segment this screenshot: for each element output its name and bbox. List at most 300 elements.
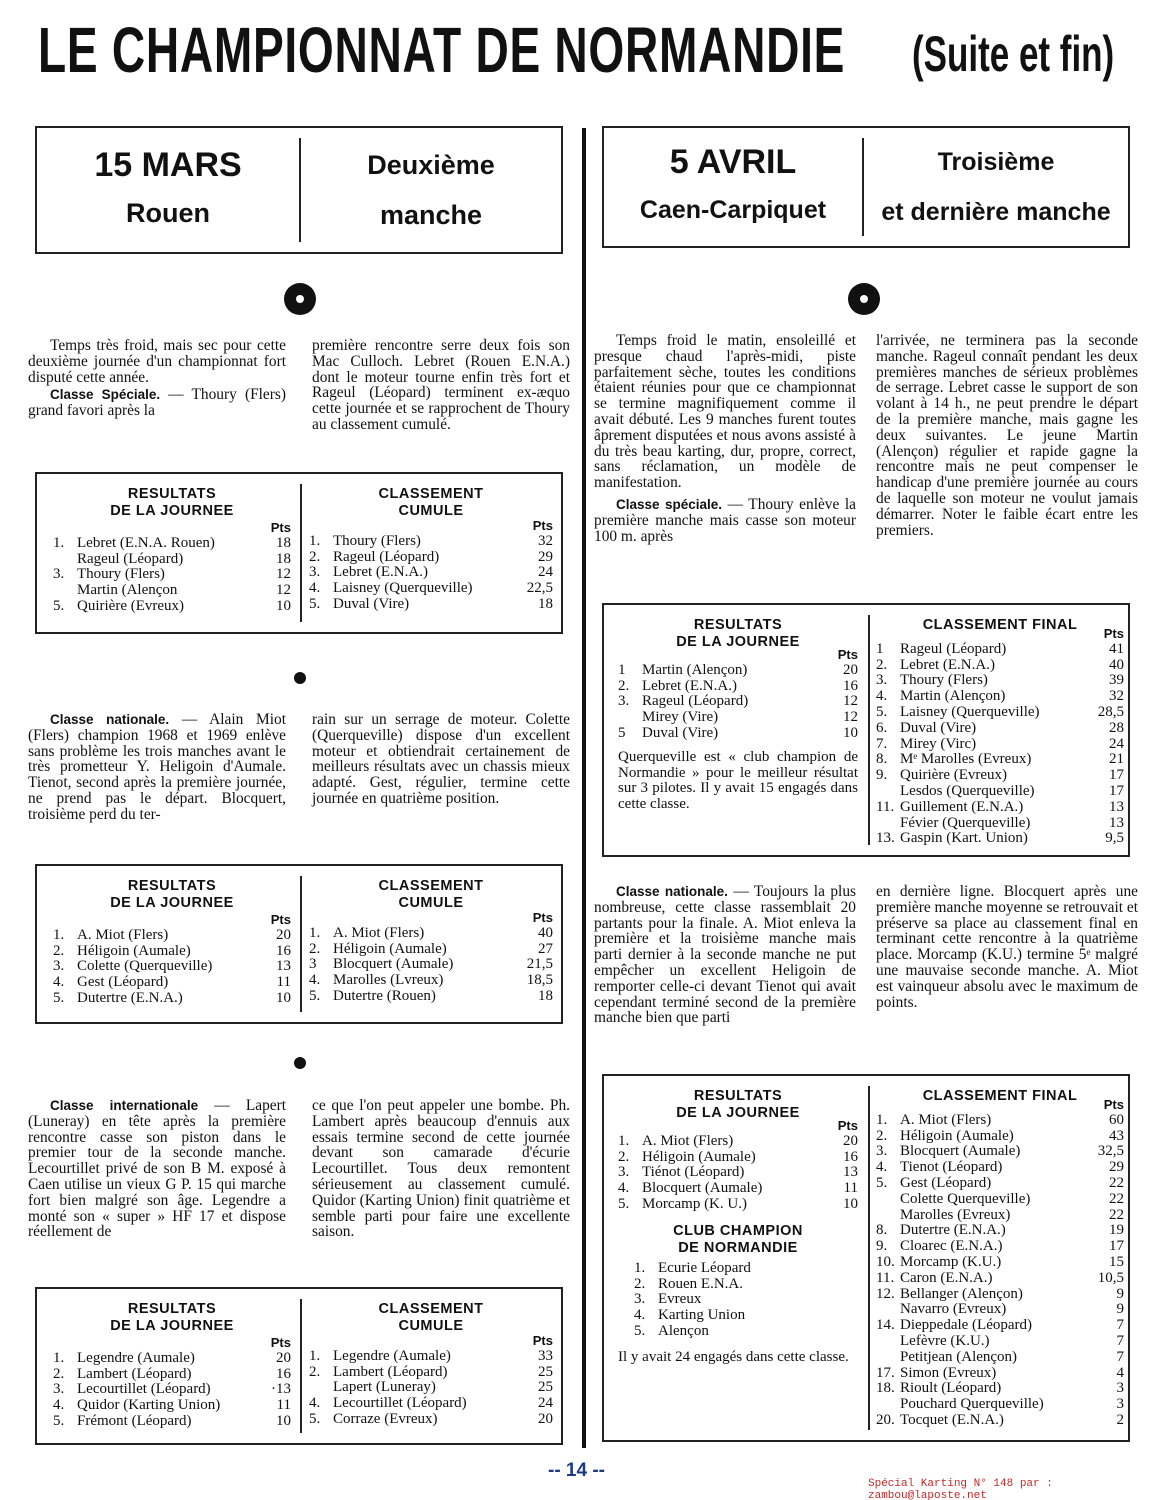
rank: 3. bbox=[618, 1164, 630, 1181]
points: 28,5 bbox=[1097, 703, 1124, 720]
points: 15 bbox=[1109, 1253, 1124, 1270]
rank: 2. bbox=[634, 1275, 646, 1292]
name: Pouchard Querqueville) bbox=[900, 1397, 1044, 1413]
results-list bbox=[618, 1134, 858, 1213]
rank: 2. bbox=[309, 548, 321, 565]
table-row bbox=[309, 989, 553, 1005]
rank: 2. bbox=[53, 1365, 65, 1382]
right-manche-2: et dernière manche bbox=[881, 198, 1111, 226]
list-item bbox=[634, 1292, 858, 1308]
rank: 13. bbox=[876, 830, 895, 847]
rank: 4. bbox=[618, 1180, 630, 1197]
rank: 5. bbox=[309, 595, 321, 612]
rank: 1. bbox=[309, 1347, 321, 1364]
left-date: 15 MARS bbox=[94, 146, 242, 184]
points: 27 bbox=[538, 940, 553, 957]
points: 25 bbox=[538, 1379, 553, 1396]
rank: 11. bbox=[876, 1269, 895, 1286]
name: Févier (Querqueville) bbox=[900, 815, 1031, 831]
points: 18 bbox=[538, 987, 553, 1004]
points: 20 bbox=[843, 1132, 858, 1149]
list-item bbox=[634, 1261, 858, 1277]
points: 3 bbox=[1116, 1380, 1124, 1397]
rank: 3. bbox=[53, 1381, 65, 1398]
points: 18 bbox=[538, 595, 553, 612]
table-row bbox=[618, 710, 858, 726]
rank: 11. bbox=[876, 798, 895, 815]
final-list bbox=[876, 1113, 1124, 1429]
table-row bbox=[53, 1367, 291, 1383]
rank: 2. bbox=[876, 656, 888, 673]
table-row bbox=[309, 973, 553, 989]
points: 25 bbox=[538, 1363, 553, 1380]
points: 40 bbox=[1109, 656, 1124, 673]
table-row bbox=[876, 1350, 1124, 1366]
rank: 5. bbox=[53, 597, 65, 614]
entries-note: Il y avait 24 engagés dans cette classe. bbox=[618, 1348, 849, 1365]
points: 11 bbox=[276, 1397, 291, 1414]
name: Gaspin (Kart. Union) bbox=[900, 831, 1028, 847]
rank: 3 bbox=[309, 956, 317, 973]
points: 20 bbox=[276, 1349, 291, 1366]
name: Alençon bbox=[658, 1323, 709, 1339]
rank: 1. bbox=[618, 1132, 630, 1149]
rank: 10. bbox=[876, 1253, 895, 1270]
points: 9 bbox=[1116, 1285, 1124, 1302]
name: Rageul (Léopard) bbox=[77, 551, 184, 567]
rank bbox=[53, 583, 77, 599]
list-item bbox=[634, 1308, 858, 1324]
points: 17 bbox=[1109, 782, 1124, 799]
points: 7 bbox=[1116, 1317, 1124, 1334]
table-row bbox=[618, 726, 858, 742]
points: 13 bbox=[843, 1164, 858, 1181]
name: Laisney (Querqueville) bbox=[900, 704, 1040, 720]
rank: 4. bbox=[634, 1307, 646, 1324]
name: Lebret (E.N.A.) bbox=[642, 678, 737, 694]
name: A. Miot (Flers) bbox=[642, 1133, 734, 1149]
right-header-box bbox=[602, 126, 1130, 248]
points: 4 bbox=[1116, 1364, 1124, 1381]
rank: 5. bbox=[634, 1322, 646, 1339]
points: 32 bbox=[1109, 688, 1124, 705]
rank: 18. bbox=[876, 1380, 895, 1397]
table-row bbox=[53, 567, 291, 583]
table-row bbox=[876, 1334, 1124, 1350]
table-row bbox=[53, 1351, 291, 1367]
right-results-table-2: RESULTATS DE LA JOURNEE Pts 1. A. Miot (Flers) 20 2. Héligoin (Aumale) 16 3. Tiénot (Léopard) 13 4. Blocquert (Aumale) 11 5. Morcamp (K. U.) 10 CLUB CHAMPION DE NORMANDIE 1. Ecurie Léopard 2. Rouen E.N.A. 3. Evreux 4. Karting Union 5. Alençon Il y avait 24 engagés dans cette classe. CLASSEMENT FINAL Pts 1. A. Miot (Flers) 60 2. Héligoin (Aumale) 43 3. Blocquert (Aumale) 32,5 4. Tienot (Léopard) 29 5. Gest (Léopard) 22 Colette Querqueville) 22 Marolles (Evreux) 22 8. Dutertre (E.N.A.) 19 9. Cloarec (E.N.A.) 17 10. Morcamp (K.U.) 15 11. Caron (E.N.A.) 10,5 12. Bellanger (Alençon) 9 Navarro (Evreux) 9 14. Dieppedale (Léopard) 7 Lefèvre (K.U.) 7 Petitjean (Alençon) 7 17. Simon (Evreux) 4 18. Rioult (Léopard) 3 Pouchard Querqueville) 3 20. Tocquet (E.N.A.) 2 bbox=[602, 1074, 1130, 1442]
table-row bbox=[876, 1176, 1124, 1192]
points: 16 bbox=[843, 1148, 858, 1165]
points: 10 bbox=[843, 1195, 858, 1212]
table-row bbox=[309, 581, 553, 597]
name: Blocquert (Aumale) bbox=[642, 1181, 763, 1197]
table-row bbox=[309, 1396, 553, 1412]
points: 11 bbox=[843, 1180, 858, 1197]
rank: 1. bbox=[53, 1349, 65, 1366]
bullet-icon bbox=[294, 672, 306, 684]
rank: 12. bbox=[876, 1285, 895, 1302]
name: A. Miot (Flers) bbox=[77, 927, 169, 943]
list-item bbox=[634, 1277, 858, 1293]
name: A. Miot (Flers) bbox=[333, 925, 425, 941]
rank bbox=[309, 1380, 333, 1396]
points: 7 bbox=[1116, 1332, 1124, 1349]
points: 7 bbox=[1116, 1348, 1124, 1365]
rank: 3. bbox=[876, 1143, 888, 1160]
left-national-col2: rain sur un serrage de moteur. Colette (Querqueville) dispose d'un excellent moteur et obtiendrait certainement de meilleurs résultats avec un chassis mieux adapté. Gest, régulier, termine cette journée en quatrième position. bbox=[312, 711, 570, 807]
name: Marolles (Lvreux) bbox=[333, 973, 444, 989]
rank: 4. bbox=[53, 1397, 65, 1414]
right-manche-1: Troisième bbox=[937, 148, 1055, 176]
rank: 7. bbox=[876, 735, 888, 752]
points: 16 bbox=[276, 942, 291, 959]
points: 12 bbox=[276, 582, 291, 599]
points: 16 bbox=[276, 1365, 291, 1382]
points: 19 bbox=[1109, 1222, 1124, 1239]
table-row bbox=[309, 534, 553, 550]
table-row bbox=[876, 1113, 1124, 1129]
name: Thoury (Flers) bbox=[333, 533, 421, 549]
rank: 5. bbox=[876, 1174, 888, 1191]
rank bbox=[876, 1350, 900, 1366]
table-row bbox=[309, 942, 553, 958]
name: A. Miot (Flers) bbox=[900, 1112, 992, 1128]
name: Duval (Vire) bbox=[333, 596, 410, 612]
name: Rioult (Léopard) bbox=[900, 1381, 1002, 1397]
points: 41 bbox=[1109, 640, 1124, 657]
name: Quidor (Karting Union) bbox=[77, 1398, 221, 1414]
table-row bbox=[53, 991, 291, 1007]
rank bbox=[876, 1334, 900, 1350]
club-list bbox=[618, 1261, 858, 1340]
points: 11 bbox=[276, 974, 291, 991]
name: Caron (E.N.A.) bbox=[900, 1270, 993, 1286]
left-header-box bbox=[35, 126, 563, 254]
name: Martin (Alençon bbox=[77, 583, 178, 599]
table-row bbox=[876, 1381, 1124, 1397]
rank: 1 bbox=[618, 661, 626, 678]
name: Héligoin (Aumale) bbox=[77, 943, 191, 959]
points: 18 bbox=[276, 534, 291, 551]
table-row bbox=[876, 1413, 1124, 1429]
table-row bbox=[876, 1397, 1124, 1413]
name: Martin (Alençon) bbox=[642, 662, 748, 678]
points: 24 bbox=[538, 564, 553, 581]
table-row bbox=[876, 1255, 1124, 1271]
rank: 3. bbox=[309, 564, 321, 581]
name: Duval (Vire) bbox=[900, 720, 977, 736]
name: Thoury (Flers) bbox=[77, 567, 165, 583]
right-intro-col1: Temps froid le matin, ensoleillé et presque chaud l'après-midi, piste parfaitement sèche, toutes les conditions étaient réunies pour que ce championnat se termine magnifiquement comme il avait débuté. Les 9 manches furent toutes âprement disputées et nous avons assisté à du très beau karting, dur, propre, correct, sans réclamation, un modèle de manifestation. Classe spéciale. — Thoury enlève la première manche mais casse son moteur 100 m. après bbox=[594, 332, 856, 545]
name: Legendre (Aumale) bbox=[77, 1350, 195, 1366]
points: 17 bbox=[1109, 1238, 1124, 1255]
rank: 5 bbox=[618, 724, 626, 741]
right-date: 5 AVRIL bbox=[669, 143, 797, 181]
points: 33 bbox=[538, 1347, 553, 1364]
rank: 5. bbox=[53, 989, 65, 1006]
points: ·13 bbox=[271, 1381, 291, 1398]
rank: 17. bbox=[876, 1364, 895, 1381]
points: 3 bbox=[1116, 1396, 1124, 1413]
right-results-table-1: RESULTATS DE LA JOURNEE Pts 1 Martin (Alençon) 20 2. Lebret (E.N.A.) 16 3. Rageul (Léopard) 12 Mirey (Vire) 12 5 Duval (Vire) 10 Querqueville est « club champion de Normandie » pour le meilleur résultat sur 3 pilotes. Il y avait 15 engagés dans cette classe. CLASSEMENT FINAL Pts 1 Rageul (Léopard) 41 2. Lebret (E.N.A.) 40 3. Thoury (Flers) 39 4. Martin (Alençon) 32 5. Laisney (Querqueville) 28,5 6. Duval (Vire) 28 7. Mirey (Virc) 24 8. Mᵉ Marolles (Evreux) 21 9. Quirière (Evreux) 17 Lesdos (Querqueville) 17 11. Guillement (E.N.A.) 13 Févier (Querqueville) 13 13. Gaspin (Kart. Union) 9,5 bbox=[602, 603, 1130, 857]
rank: 1. bbox=[53, 534, 65, 551]
table-row bbox=[618, 679, 858, 695]
list-item bbox=[634, 1324, 858, 1340]
rank bbox=[618, 710, 642, 726]
name: Mirey (Vire) bbox=[642, 710, 719, 726]
table-row bbox=[876, 1239, 1124, 1255]
column-divider bbox=[582, 128, 586, 1448]
rank: 6. bbox=[876, 719, 888, 736]
rank: 2. bbox=[876, 1127, 888, 1144]
rank: 2. bbox=[309, 1363, 321, 1380]
points: 12 bbox=[843, 709, 858, 726]
points: 22,5 bbox=[526, 580, 553, 597]
right-intro-col2: l'arrivée, ne terminera pas la seconde manche. Rageul connaît pendant les deux premières manches de sérieux problèmes de serrage. Lebret casse le support de son volant à 14 h., ne peut prendre le départ de la première manche, mais gagne les deux suivantes. Le jeune Martin (Alençon) régulier et rapide gagne la rencontre mais ne peut compenser le handicap d'une première journée au cours de laquelle son moteur ne voulut jamais démarrer. Noter le faible écart entre les premiers. bbox=[876, 332, 1138, 539]
cumulative-list bbox=[309, 1349, 553, 1428]
rank: 1. bbox=[53, 926, 65, 943]
name: Lecourtillet (Léopard) bbox=[77, 1382, 211, 1398]
points: 13 bbox=[1109, 798, 1124, 815]
left-national-col1: Classe nationale. — Alain Miot (Flers) champion 1968 et 1969 enlève sans problème les trois manches avant le très prometteur Y. Heligoin d'Aumale. Tienot, second après la première journée, ne prend pas le départ. Blocquert, troisième perd du ter- bbox=[28, 711, 286, 823]
left-results-table-1: RESULTATS DE LA JOURNEE Pts 1. Lebret (E.N.A. Rouen) 18 Rageul (Léopard) 18 3. Thoury (Flers) 12 Martin (Alençon 12 5. Quirière (Evreux) 10 CLASSEMENT CUMULE Pts 1. Thoury (Flers) 32 2. Rageul (Léopard) 29 3. Lebret (E.N.A.) 24 4. Laisney (Querqueville) 22,5 5. Duval (Vire) 18 bbox=[35, 472, 563, 634]
table-row bbox=[876, 642, 1124, 658]
points: 12 bbox=[276, 566, 291, 583]
name: Karting Union bbox=[658, 1308, 746, 1324]
rank: 2. bbox=[309, 940, 321, 957]
points: 29 bbox=[1109, 1159, 1124, 1176]
name: Héligoin (Aumale) bbox=[333, 941, 447, 957]
name: Gest (Léopard) bbox=[77, 975, 169, 991]
rank: 1. bbox=[876, 1111, 888, 1128]
name: Lefèvre (K.U.) bbox=[900, 1333, 990, 1349]
rank: 1. bbox=[634, 1259, 646, 1276]
table-row bbox=[53, 959, 291, 975]
points: 29 bbox=[538, 548, 553, 565]
rank: 1. bbox=[309, 532, 321, 549]
cumulative-list bbox=[309, 926, 553, 1005]
name: Tocquet (E.N.A.) bbox=[900, 1412, 1004, 1428]
table-row bbox=[876, 689, 1124, 705]
points: 28 bbox=[1109, 719, 1124, 736]
rank: 8. bbox=[876, 751, 888, 768]
points: 22 bbox=[1109, 1206, 1124, 1223]
table-row bbox=[876, 705, 1124, 721]
name: Blocquert (Aumale) bbox=[900, 1144, 1021, 1160]
rank: 3. bbox=[53, 958, 65, 975]
rank: 5. bbox=[618, 1195, 630, 1212]
name: Blocquert (Aumale) bbox=[333, 957, 454, 973]
name: Duval (Vire) bbox=[642, 725, 719, 741]
rank: 3. bbox=[618, 693, 630, 710]
results-list bbox=[53, 536, 291, 615]
rank bbox=[876, 1397, 900, 1413]
table-row bbox=[876, 1144, 1124, 1160]
right-national-col2: en dernière ligne. Blocquert après une première manche moyenne se retrouvait et préserve sa place au classement final en terminant cette rencontre à la quatrième place. Morcamp (K.U.) termine 5ᵉ malgré une mauvaise seconde manche. A. Miot est vainqueur absolu avec le maximum de points. bbox=[876, 883, 1138, 1011]
rank: 4. bbox=[309, 972, 321, 989]
table-row bbox=[309, 1412, 553, 1428]
left-manche-1: Deuxième bbox=[367, 150, 495, 180]
points: 13 bbox=[276, 958, 291, 975]
name: Héligoin (Aumale) bbox=[642, 1149, 756, 1165]
points: 20 bbox=[276, 926, 291, 943]
table-row bbox=[309, 1365, 553, 1381]
points: 32,5 bbox=[1097, 1143, 1124, 1160]
table-row bbox=[53, 599, 291, 615]
name: Petitjean (Alençon) bbox=[900, 1349, 1018, 1365]
table-row bbox=[309, 926, 553, 942]
table-row bbox=[309, 550, 553, 566]
points: 32 bbox=[538, 532, 553, 549]
points: 10 bbox=[276, 597, 291, 614]
table-row bbox=[53, 536, 291, 552]
table-row bbox=[53, 975, 291, 991]
name: Frémont (Léopard) bbox=[77, 1413, 192, 1429]
table-row bbox=[876, 1318, 1124, 1334]
table-row bbox=[618, 1165, 858, 1181]
table-row bbox=[876, 1287, 1124, 1303]
points: 10 bbox=[843, 724, 858, 741]
rank bbox=[876, 1192, 900, 1208]
points: 22 bbox=[1109, 1190, 1124, 1207]
table-row bbox=[876, 1192, 1124, 1208]
bullet-icon bbox=[294, 1057, 306, 1069]
rank bbox=[876, 1208, 900, 1224]
name: Corraze (Evreux) bbox=[333, 1411, 438, 1427]
name: Dieppedale (Léopard) bbox=[900, 1318, 1033, 1334]
name: Quirière (Evreux) bbox=[77, 598, 185, 614]
bullet-icon bbox=[284, 283, 316, 315]
left-intro-col2: première rencontre serre deux fois son Mac Culloch. Lebret (Rouen E.N.A.) dont le moteur tourne enfin très fort et Rageul (Léopard) terminent ex-æquo cette journée et se rapprochent de Thoury au classement cumulé. bbox=[312, 337, 570, 433]
rank bbox=[876, 784, 900, 800]
table-row bbox=[876, 1160, 1124, 1176]
rank: 9. bbox=[876, 767, 888, 784]
points: 22 bbox=[1109, 1174, 1124, 1191]
name: Rageul (Léopard) bbox=[333, 549, 440, 565]
rank: 3. bbox=[634, 1291, 646, 1308]
points: 40 bbox=[538, 924, 553, 941]
rank: 2. bbox=[618, 677, 630, 694]
rank bbox=[876, 1302, 900, 1318]
table-row bbox=[876, 658, 1124, 674]
rank: 1. bbox=[309, 924, 321, 941]
name: Evreux bbox=[658, 1292, 702, 1308]
left-results-table-3: RESULTATS DE LA JOURNEE Pts 1. Legendre (Aumale) 20 2. Lambert (Léopard) 16 3. Lecourtillet (Léopard) ·13 4. Quidor (Karting Union) 11 5. Frémont (Léopard) 10 CLASSEMENT CUMULE Pts 1. Legendre (Aumale) 33 2. Lambert (Léopard) 25 Lapert (Luneray) 25 4. Lecourtillet (Léopard) 24 5. Corraze (Evreux) 20 bbox=[35, 1287, 563, 1445]
name: Dutertre (E.N.A.) bbox=[900, 1223, 1006, 1239]
rank: 4. bbox=[876, 1159, 888, 1176]
table-row bbox=[53, 944, 291, 960]
points: 16 bbox=[843, 677, 858, 694]
name: Mᵉ Marolles (Evreux) bbox=[900, 752, 1032, 768]
table-row bbox=[876, 737, 1124, 753]
points: 17 bbox=[1109, 767, 1124, 784]
rank: 1 bbox=[876, 640, 884, 657]
name: Guillement (E.N.A.) bbox=[900, 799, 1024, 815]
name: Simon (Evreux) bbox=[900, 1365, 997, 1381]
credit-line: Spécial Karting N° 148 par : zambou@laposte.net bbox=[868, 1478, 1053, 1500]
table-row bbox=[876, 1302, 1124, 1318]
page-number: -- 14 -- bbox=[548, 1460, 605, 1481]
points: 10,5 bbox=[1097, 1269, 1124, 1286]
name: Ecurie Léopard bbox=[658, 1260, 751, 1276]
points: 39 bbox=[1109, 672, 1124, 689]
table-row bbox=[53, 1398, 291, 1414]
table-row bbox=[309, 565, 553, 581]
table-row bbox=[53, 552, 291, 568]
table-row bbox=[309, 1380, 553, 1396]
rank: 9. bbox=[876, 1238, 888, 1255]
rank: 3. bbox=[53, 566, 65, 583]
table-row bbox=[876, 1129, 1124, 1145]
table-row bbox=[876, 1271, 1124, 1287]
name: Marolles (Evreux) bbox=[900, 1207, 1011, 1223]
name: Mirey (Virc) bbox=[900, 736, 977, 752]
points: 10 bbox=[276, 989, 291, 1006]
name: Héligoin (Aumale) bbox=[900, 1128, 1014, 1144]
points: 18 bbox=[276, 550, 291, 567]
name: Lapert (Luneray) bbox=[333, 1380, 436, 1396]
rank: 4. bbox=[309, 580, 321, 597]
points: 20 bbox=[843, 661, 858, 678]
left-manche-2: manche bbox=[379, 200, 483, 230]
table-row bbox=[876, 831, 1124, 847]
name: Lesdos (Querqueville) bbox=[900, 783, 1035, 799]
left-international-col1: Classe internationale — Lapert (Luneray) en tête après la première rencontre casse son piston dans le premier tour de la seconde manche. Lecourtillet privé de son B M. exposé à Caen utilise un vieux G P. 15 qui marche fort bien malgré son âge. Legendre a monté son « super » HF 17 et dispose réellement de bbox=[28, 1097, 286, 1241]
name: Laisney (Querqueville) bbox=[333, 581, 473, 597]
points: 21 bbox=[1109, 751, 1124, 768]
name: Rageul (Léopard) bbox=[642, 694, 749, 710]
points: 60 bbox=[1109, 1111, 1124, 1128]
name: Lecourtillet (Léopard) bbox=[333, 1396, 467, 1412]
points: 24 bbox=[1109, 735, 1124, 752]
name: Thoury (Flers) bbox=[900, 673, 988, 689]
cumulative-list bbox=[309, 534, 553, 613]
table-row bbox=[876, 784, 1124, 800]
table-row bbox=[876, 800, 1124, 816]
rank: 4. bbox=[309, 1395, 321, 1412]
points: 9 bbox=[1116, 1301, 1124, 1318]
rank: 5. bbox=[309, 1410, 321, 1427]
name: Colette (Querqueville) bbox=[77, 959, 213, 975]
table-row bbox=[876, 1208, 1124, 1224]
right-national-col1: Classe nationale. — Toujours la plus nombreuse, cette classe rassemblait 20 partants pour la finale. A. Miot enleva la première et la troisième manche mais parti dernier à la seconde manche ne put empêcher un excellent Heligoin de remporter celle-ci devant Tienot qui avait cependant terminé second de la première manche bien que parti bbox=[594, 883, 857, 1027]
name: Lambert (Léopard) bbox=[333, 1364, 448, 1380]
table-row bbox=[876, 673, 1124, 689]
table-row bbox=[309, 597, 553, 613]
bullet-icon bbox=[848, 283, 880, 315]
points: 21,5 bbox=[526, 956, 553, 973]
table-row bbox=[876, 1366, 1124, 1382]
name: Lebret (E.N.A. Rouen) bbox=[77, 535, 215, 551]
rank: 4. bbox=[53, 974, 65, 991]
right-place: Caen-Carpiquet bbox=[639, 196, 827, 224]
table-row bbox=[309, 1349, 553, 1365]
points: 10 bbox=[276, 1412, 291, 1429]
rank bbox=[53, 552, 77, 568]
table-row bbox=[618, 1134, 858, 1150]
table-row bbox=[876, 1223, 1124, 1239]
name: Bellanger (Alençon) bbox=[900, 1286, 1023, 1302]
name: Dutertre (E.N.A.) bbox=[77, 990, 183, 1006]
points: 43 bbox=[1109, 1127, 1124, 1144]
name: Dutertre (Rouen) bbox=[333, 988, 436, 1004]
name: Rouen E.N.A. bbox=[658, 1276, 743, 1292]
table-row bbox=[876, 816, 1124, 832]
results-list bbox=[53, 928, 291, 1007]
page-title: LE CHAMPIONNAT DE NORMANDIE bbox=[38, 14, 846, 86]
page-title-suffix: (Suite et fin) bbox=[912, 26, 1115, 82]
